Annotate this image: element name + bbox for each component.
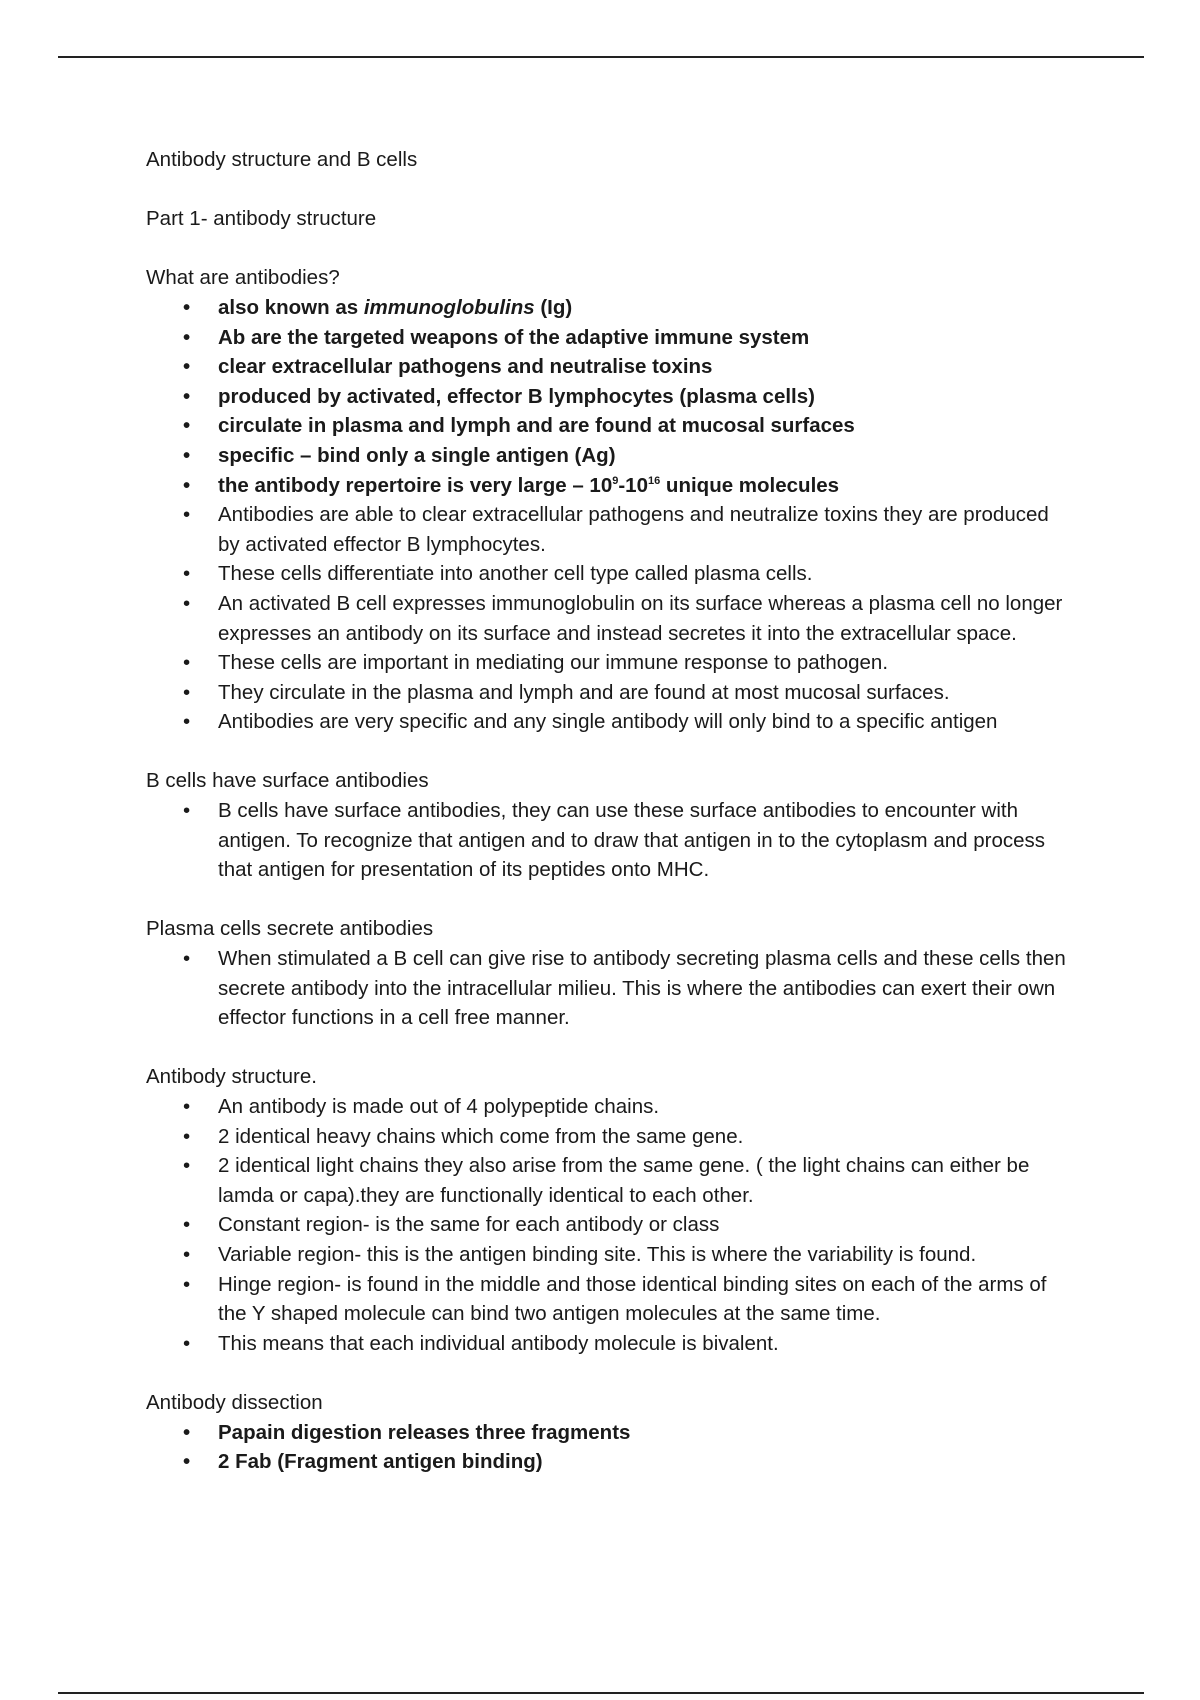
item-text: 2 identical light chains they also arise from the same gene. ( the light chains can either be lamda or capa).they are functionally identical to each other. (218, 1154, 1030, 1207)
bullet-icon: • (183, 1272, 191, 1296)
section-plasma-cells (146, 914, 1076, 1032)
item-text: (Ig) (534, 295, 573, 319)
list-item (146, 411, 1076, 441)
item-text: Constant region- is the same for each antibody or class (218, 1213, 720, 1237)
item-text: the antibody repertoire is very large – 10 (218, 473, 613, 497)
list-item (146, 707, 1076, 737)
section-heading: What are antibodies? (146, 266, 340, 290)
list-item (146, 1151, 1076, 1210)
list-item (146, 648, 1076, 678)
list-item (146, 559, 1076, 589)
list-item (146, 382, 1076, 412)
section-heading: B cells have surface antibodies (146, 769, 429, 793)
list-item (146, 1447, 1076, 1477)
bullet-icon: • (183, 710, 191, 734)
bullet-icon: • (183, 1420, 191, 1444)
exponent: 16 (647, 474, 661, 487)
header-rule (58, 56, 1144, 58)
item-text: Hinge region- is found in the middle and those identical binding sites on each of the arms of the Y shaped molecule can bind two antigen molecules at the same time. (218, 1272, 1047, 1326)
item-text: B cells have surface antibodies, they can use these surface antibodies to encounter with antigen. To recognize that antigen and to draw that antigen in to the cytoplasm and process that antigen for presentation of its peptides onto MHC. (218, 799, 1045, 882)
exponent: 9 (612, 474, 619, 487)
list-item (146, 1270, 1076, 1329)
item-text: unique molecules (660, 473, 840, 497)
section-heading: Plasma cells secrete antibodies (146, 917, 434, 941)
item-text: 2 identical heavy chains which come from the same gene. (218, 1124, 744, 1148)
item-text: An activated B cell expresses immunoglobulin on its surface whereas a plasma cell no longer expresses an antibody on its surface and instead secretes it into the extracellular space. (218, 591, 1063, 645)
list-item (146, 1122, 1076, 1152)
item-text: Variable region- this is the antigen binding site. This is where the variability is found. (218, 1242, 977, 1266)
bullet-icon: • (183, 295, 191, 319)
bullet-icon: • (183, 1095, 191, 1118)
list-item (146, 441, 1076, 471)
list-item (146, 1329, 1076, 1359)
list-item (146, 293, 1076, 323)
item-text: These cells differentiate into another cell type called plasma cells. (218, 562, 813, 586)
section-heading: Antibody dissection (146, 1390, 323, 1414)
bullet-icon: • (183, 651, 191, 675)
item-text: Antibodies are very specific and any single antibody will only bind to a specific antigen (218, 710, 998, 734)
document-page (146, 145, 1076, 1506)
bullet-list (146, 796, 1076, 885)
item-text: An antibody is made out of 4 polypeptide chains. (218, 1095, 660, 1118)
item-text: -10 (618, 473, 648, 497)
section-heading: Antibody structure. (146, 1065, 317, 1089)
list-item (146, 944, 1076, 1033)
item-text: clear extracellular pathogens and neutralise toxins (218, 355, 713, 379)
list-item (146, 589, 1076, 648)
item-emphasis: immunoglobulins (363, 295, 535, 319)
list-item (146, 471, 1076, 501)
list-item (146, 1240, 1076, 1270)
item-text: Ab are the targeted weapons of the adaptive immune system (218, 325, 810, 349)
bullet-list (146, 944, 1076, 1033)
section-antibody-structure (146, 1062, 1076, 1358)
bullet-icon: • (183, 1331, 191, 1355)
item-text: When stimulated a B cell can give rise to antibody secreting plasma cells and these cells then secrete antibody into the intracellular milieu. This is where the antibodies can exert their own effector functions in a cell free manner. (218, 947, 1066, 1030)
item-text: This means that each individual antibody molecule is bivalent. (218, 1331, 779, 1355)
list-item (146, 323, 1076, 353)
list-item (146, 1418, 1076, 1448)
bullet-icon: • (183, 1124, 191, 1148)
bullet-icon: • (183, 947, 191, 971)
item-text: Antibodies are able to clear extracellular pathogens and neutralize toxins they are produced by activated effector B lymphocytes. (218, 503, 1049, 556)
bullet-icon: • (183, 1242, 191, 1266)
item-text: circulate in plasma and lymph and are found at mucosal surfaces (218, 414, 855, 438)
bullet-icon: • (183, 384, 191, 408)
item-text: specific – bind only a single antigen (Ag) (218, 443, 616, 467)
bullet-icon: • (183, 1213, 191, 1237)
item-text: 2 Fab (Fragment antigen binding) (218, 1450, 543, 1474)
bullet-icon: • (183, 473, 191, 497)
item-text: also known as (218, 295, 364, 319)
item-text: They circulate in the plasma and lymph and are found at most mucosal surfaces. (218, 680, 950, 704)
item-text: produced by activated, effector B lymphocytes (plasma cells) (218, 384, 815, 408)
part-title: Part 1- antibody structure (146, 207, 377, 231)
item-text: Papain digestion releases three fragments (218, 1420, 631, 1444)
list-item (146, 352, 1076, 382)
bullet-icon: • (183, 562, 191, 586)
list-item (146, 1210, 1076, 1240)
bullet-icon: • (183, 355, 191, 379)
document-title: Antibody structure and B cells (146, 148, 418, 171)
bullet-icon: • (183, 443, 191, 467)
bullet-icon: • (183, 799, 191, 823)
bullet-list (146, 293, 1076, 737)
bullet-icon: • (183, 1154, 191, 1178)
bullet-icon: • (183, 503, 191, 527)
item-text: These cells are important in mediating our immune response to pathogen. (218, 651, 889, 675)
list-item (146, 1092, 1076, 1122)
bullet-icon: • (183, 1450, 191, 1474)
section-b-cells (146, 766, 1076, 884)
list-item (146, 500, 1076, 559)
section-what-are-antibodies (146, 263, 1076, 737)
list-item (146, 678, 1076, 708)
section-antibody-dissection (146, 1388, 1076, 1477)
bullet-icon: • (183, 680, 191, 704)
footer-rule (58, 1692, 1144, 1694)
bullet-icon: • (183, 414, 191, 438)
bullet-icon: • (183, 591, 191, 615)
bullet-list (146, 1092, 1076, 1358)
bullet-list (146, 1418, 1076, 1477)
list-item (146, 796, 1076, 885)
bullet-icon: • (183, 325, 191, 349)
